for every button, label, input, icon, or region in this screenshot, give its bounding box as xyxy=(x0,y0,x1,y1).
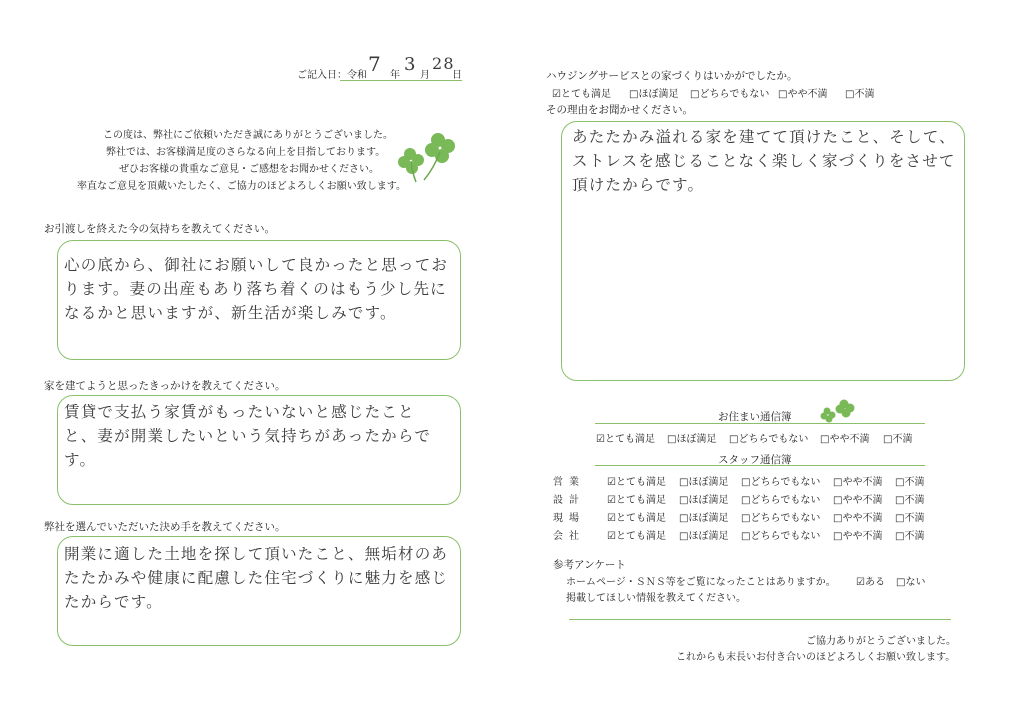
osumai-option-dissatisfied[interactable]: □やや不満 xyxy=(820,434,870,445)
staff-company-very-dissatisfied[interactable]: □不満 xyxy=(895,531,925,542)
survey-title: 参考アンケート xyxy=(553,559,626,571)
reason-text: あたたかみ溢れる家を建てて頂けたこと、そして、ストレスを感じることなく楽しく家づくりをさせて頂けたからです。 xyxy=(572,128,956,194)
osumai-option-satisfied[interactable]: □ほぼ満足 xyxy=(667,434,717,445)
answer-3-text: 開業に適した土地を探して頂いたこと、無垢材のあたたかみや健康に配慮した住宅づくりに魅力を感じたからです。 xyxy=(64,545,449,611)
question-3-label: 弊社を選んでいただいた決め手を教えてください。 xyxy=(44,521,286,533)
staff-sales-satisfied[interactable]: □ほぼ満足 xyxy=(679,477,729,488)
staff-sales-very-satisfied[interactable]: ☑とても満足 xyxy=(607,477,666,488)
staff-site-dissatisfied[interactable]: □やや不満 xyxy=(833,513,883,524)
staff-company-neutral[interactable]: □どちらでもない xyxy=(741,531,821,542)
staff-row-label-site: 現場 xyxy=(553,513,585,524)
survey-hp-question: ホームページ・ＳＮＳ等をご覧になったことはありますか。 xyxy=(566,577,836,588)
answer-box-1[interactable] xyxy=(57,240,461,360)
housing-option-very-satisfied[interactable]: ☑とても満足 xyxy=(552,89,611,100)
date-day: 28 xyxy=(432,54,455,73)
date-label: ご記入日：令和 xyxy=(297,70,367,81)
survey-info-question: 掲載してほしい情報を教えてください。 xyxy=(566,593,746,604)
staff-design-very-satisfied[interactable]: ☑とても満足 xyxy=(607,495,666,506)
intro-line-3: ぜひお客様の貴重なご意見・ご感想をお聞かせください。 xyxy=(119,164,379,175)
answer-2-text: 賃貸で支払う家賃がもったいないと感じたことと、妻が開業したいという気持ちがあったからです。 xyxy=(64,403,432,469)
staff-row-label-sales: 営業 xyxy=(553,477,585,488)
housing-option-neutral[interactable]: □どちらでもない xyxy=(690,89,770,100)
osumai-option-very-satisfied[interactable]: ☑とても満足 xyxy=(596,434,655,445)
answer-box-3[interactable] xyxy=(57,536,461,646)
question-1-label: お引渡しを終えた今の気持ちを教えてください。 xyxy=(44,223,275,235)
reason-label: その理由をお聞かせください。 xyxy=(546,104,693,116)
housing-option-dissatisfied[interactable]: □やや不満 xyxy=(778,89,828,100)
intro-line-4: 率直なご意見を頂戴いたしたく、ご協力のほどよろしくお願い致します。 xyxy=(77,181,406,192)
clover-icon xyxy=(818,398,858,426)
date-day-unit: 日 xyxy=(452,70,462,81)
staff-site-neutral[interactable]: □どちらでもない xyxy=(741,513,821,524)
intro-line-2: 弊社では、お客様満足度のさらなる向上を目指しております。 xyxy=(106,147,386,158)
staff-company-very-satisfied[interactable]: ☑とても満足 xyxy=(607,531,666,542)
staff-design-very-dissatisfied[interactable]: □不満 xyxy=(895,495,925,506)
osumai-option-neutral[interactable]: □どちらでもない xyxy=(729,434,809,445)
staff-row-label-design: 設計 xyxy=(553,495,585,506)
staff-site-very-dissatisfied[interactable]: □不満 xyxy=(895,513,925,524)
survey-hp-yes[interactable]: ☑ある xyxy=(856,577,885,588)
osumai-option-very-dissatisfied[interactable]: □不満 xyxy=(883,434,913,445)
staff-divider xyxy=(595,465,925,466)
housing-option-satisfied[interactable]: □ほぼ満足 xyxy=(629,89,679,100)
staff-company-dissatisfied[interactable]: □やや不満 xyxy=(833,531,883,542)
staff-design-neutral[interactable]: □どちらでもない xyxy=(741,495,821,506)
osumai-title: お住まい通信簿 xyxy=(718,411,792,423)
reason-box[interactable] xyxy=(561,121,965,381)
staff-sales-very-dissatisfied[interactable]: □不満 xyxy=(895,477,925,488)
footer-closing: これからも末長いお付き合いのほどよろしくお願い致します。 xyxy=(676,652,956,663)
footer-thanks: ご協力ありがとうございました。 xyxy=(806,636,956,647)
survey-hp-no[interactable]: □ない xyxy=(896,577,926,588)
answer-1-text: 心の底から、御社にお願いして良かったと思っております。妻の出産もあり落ち着くのはもう少し先になるかと思いますが、新生活が楽しみです。 xyxy=(64,256,449,322)
housing-option-very-dissatisfied[interactable]: □不満 xyxy=(845,89,875,100)
staff-site-very-satisfied[interactable]: ☑とても満足 xyxy=(607,513,666,524)
staff-company-satisfied[interactable]: □ほぼ満足 xyxy=(679,531,729,542)
staff-design-dissatisfied[interactable]: □やや不満 xyxy=(833,495,883,506)
staff-row-label-company: 会社 xyxy=(553,531,585,542)
answer-box-2[interactable] xyxy=(57,395,461,505)
survey-answer-line xyxy=(569,619,951,620)
date-year: 7 xyxy=(368,52,382,76)
staff-design-satisfied[interactable]: □ほぼ満足 xyxy=(679,495,729,506)
intro-line-1: この度は、弊社にご依頼いただき誠にありがとうございました。 xyxy=(103,130,393,141)
staff-sales-neutral[interactable]: □どちらでもない xyxy=(741,477,821,488)
date-month-unit: 月 xyxy=(420,70,430,81)
staff-sales-dissatisfied[interactable]: □やや不満 xyxy=(833,477,883,488)
osumai-divider xyxy=(595,423,925,424)
clover-icon xyxy=(394,128,464,186)
staff-title: スタッフ通信簿 xyxy=(718,454,792,466)
date-year-unit: 年 xyxy=(390,70,400,81)
date-month: 3 xyxy=(404,54,417,75)
question-2-label: 家を建てようと思ったきっかけを教えてください。 xyxy=(44,380,286,392)
date-underline xyxy=(340,80,462,81)
staff-site-satisfied[interactable]: □ほぼ満足 xyxy=(679,513,729,524)
housing-question-label: ハウジングサービスとの家づくりはいかがでしたか。 xyxy=(546,70,798,82)
